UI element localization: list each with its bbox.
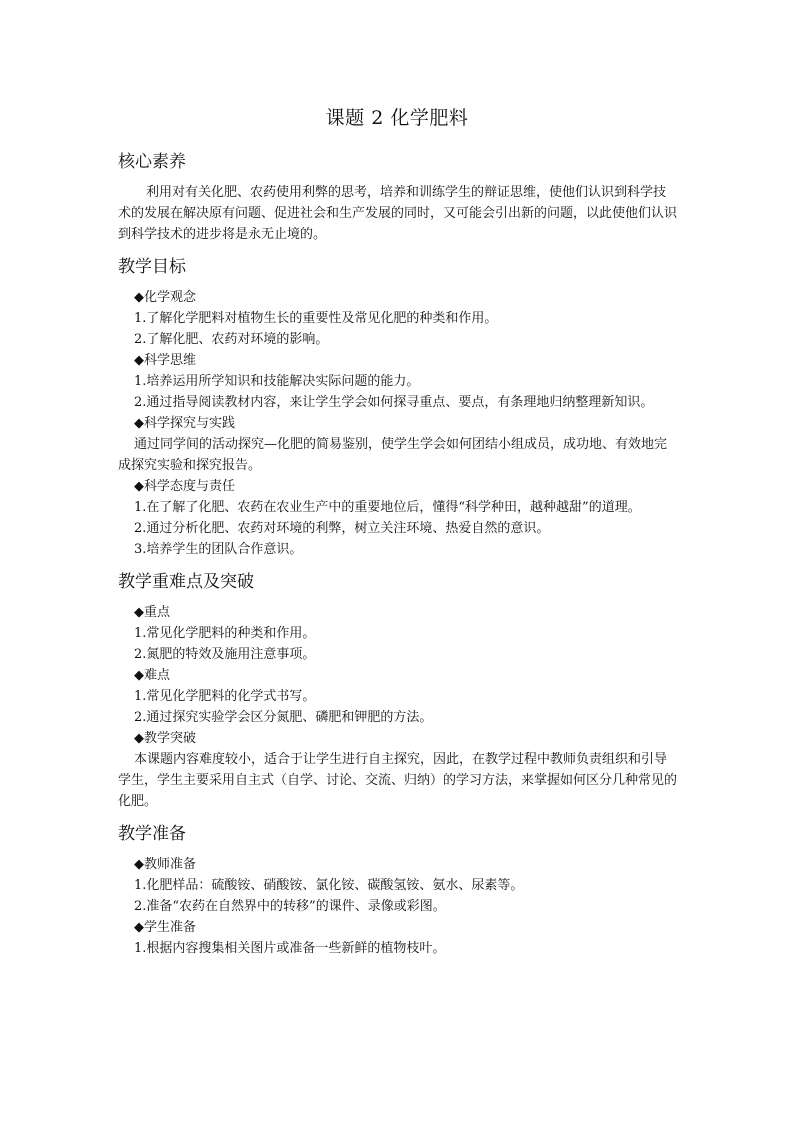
subheading-breakthrough: ◆教学突破 — [134, 731, 196, 746]
subheading-practice: ◆科学探究与实践 — [134, 416, 235, 431]
list-item: 1.在了解了化肥、农药在农业生产中的重要地位后，懂得“科学种田，越种越甜”的道理。 — [134, 500, 641, 515]
list-item: 1.根据内容搜集相关图片或准备一些新鲜的植物枝叶。 — [134, 941, 446, 956]
list-item: 1.常见化学肥料的种类和作用。 — [134, 626, 316, 641]
subheading-attitude: ◆科学态度与责任 — [134, 479, 235, 494]
section-heading-prep: 教学准备 — [118, 824, 186, 844]
subheading-focus: ◆重点 — [134, 605, 170, 620]
section-heading-goals: 教学目标 — [118, 257, 186, 277]
list-item: 2.通过探究实验学会区分氮肥、磷肥和钾肥的方法。 — [134, 710, 433, 725]
section-heading-keypoints: 教学重难点及突破 — [118, 572, 254, 592]
subheading-difficulty: ◆难点 — [134, 668, 170, 683]
list-item: 2.了解化肥、农药对环境的影响。 — [134, 332, 329, 347]
list-item: 2.准备“农药在自然界中的转移”的课件、录像或彩图。 — [134, 899, 446, 914]
list-item: 1.常见化学肥料的化学式书写。 — [134, 689, 316, 704]
section-heading-core: 核心素养 — [118, 152, 186, 172]
core-paragraph: 利用对有关化肥、农药使用利弊的思考，培养和训练学生的辩证思维，使他们认识到科学技术的发展在解决原有问题、促进社会和生产发展的同时，又可能会引出新的问题，以此使他们认识到科学技术的进步将是永无止境的。 — [118, 185, 678, 242]
list-item: 3.培养学生的团队合作意识。 — [134, 542, 303, 557]
breakthrough-paragraph: 本课题内容难度较小，适合于让学生进行自主探究，因此，在教学过程中教师负责组织和引导学生，学生主要采用自主式（自学、讨论、交流、归纳）的学习方法，来掌握如何区分几种常见的化肥。 — [118, 752, 678, 809]
subheading-teacher: ◆教师准备 — [134, 857, 196, 872]
page-title: 课题 2 化学肥料 — [325, 107, 469, 129]
list-item: 2.氮肥的特效及施用注意事项。 — [134, 647, 316, 662]
subheading-student: ◆学生准备 — [134, 920, 196, 935]
practice-paragraph: 通过同学间的活动探究—化肥的简易鉴别，使学生学会如何团结小组成员，成功地、有效地完成探究实验和探究报告。 — [118, 437, 668, 473]
list-item: 2.通过指导阅读教材内容，来让学生学会如何探寻重点、要点，有条理地归纳整理新知识。 — [134, 395, 654, 410]
list-item: 2.通过分析化肥、农药对环境的利弊，树立关注环境、热爱自然的意识。 — [134, 521, 550, 536]
list-item: 1.了解化学肥料对植物生长的重要性及常见化肥的种类和作用。 — [134, 311, 498, 326]
list-item: 1.培养运用所学知识和技能解决实际问题的能力。 — [134, 374, 420, 389]
document-body — [118, 146, 678, 959]
subheading-concept: ◆化学观念 — [134, 290, 196, 305]
subheading-thinking: ◆科学思维 — [134, 353, 196, 368]
list-item: 1.化肥样品：硫酸铵、硝酸铵、氯化铵、碳酸氢铵、氨水、尿素等。 — [134, 878, 524, 893]
